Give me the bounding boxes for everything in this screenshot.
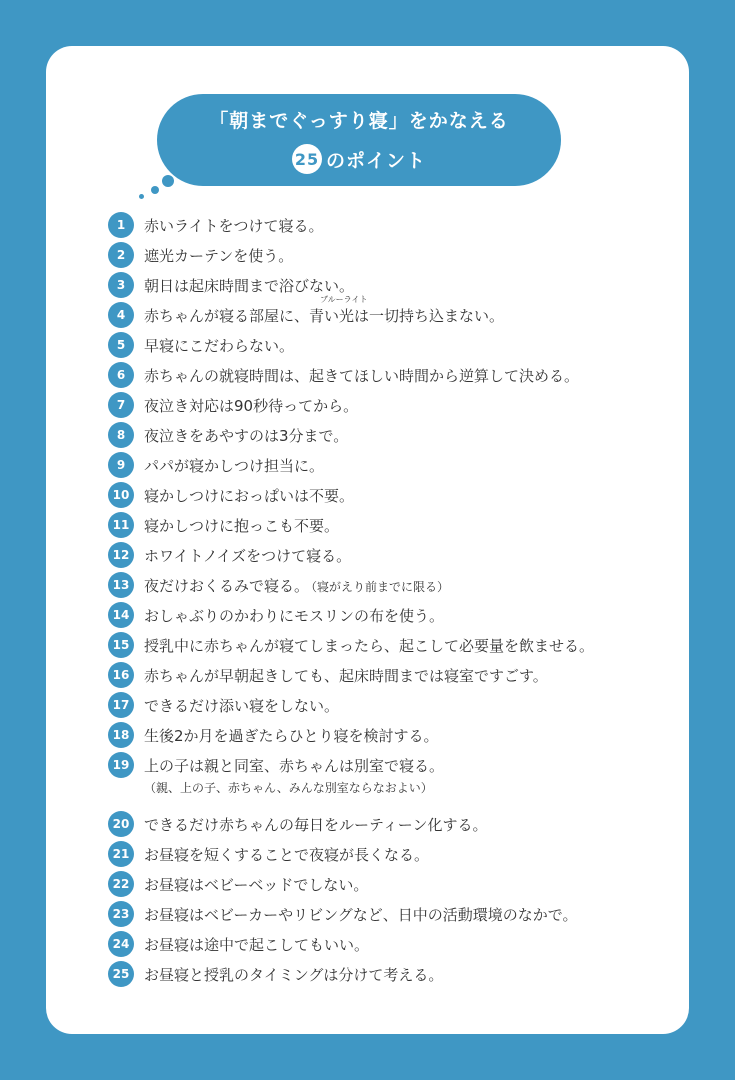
item-text: パパが寝かしつけ担当に。: [144, 456, 325, 475]
list-item: [108, 632, 594, 658]
item-number-badge: 14: [108, 602, 134, 628]
item-number-badge: 15: [108, 632, 134, 658]
list-item: [108, 422, 348, 448]
list-item: [108, 212, 324, 238]
item-number-badge: 25: [108, 961, 134, 987]
list-item: [108, 542, 351, 568]
list-item: [108, 362, 579, 388]
list-item: [108, 602, 444, 628]
list-item: [108, 272, 354, 298]
item-number-badge: 18: [108, 722, 134, 748]
bubble-dot: [162, 175, 174, 187]
list-item: [108, 482, 354, 508]
list-item: [108, 901, 578, 927]
title-line-1: 「朝までぐっすり寝」をかなえる: [209, 110, 509, 132]
list-item: [108, 294, 505, 328]
item-text: お昼寝は途中で起こしてもいい。: [144, 935, 370, 954]
item-subnote: （親、上の子、赤ちゃん、みんな別室ならなおよい）: [144, 781, 433, 795]
item-text: 夜泣き対応は90秒待ってから。: [144, 396, 359, 415]
item-number-badge: 1: [108, 212, 134, 238]
item-number-badge: 9: [108, 452, 134, 478]
list-item: [108, 871, 368, 897]
list-item: [108, 242, 293, 268]
item-number-badge: 11: [108, 512, 134, 538]
item-number-badge: 10: [108, 482, 134, 508]
title-line-2-text: のポイント: [325, 149, 426, 172]
item-text: できるだけ赤ちゃんの毎日をルーティーン化する。: [144, 815, 488, 834]
item-text: できるだけ添い寝をしない。: [144, 696, 340, 715]
item-text: 赤ちゃんが寝る部屋に、青い光は一切持ち込まない。: [144, 306, 505, 325]
item-text: 遮光カーテンを使う。: [144, 246, 294, 265]
item-number-badge: 19: [108, 752, 134, 778]
list-item: [108, 452, 324, 478]
list-item: [108, 722, 439, 748]
item-text: 朝日は起床時間まで浴びない。: [144, 276, 355, 295]
list-item: [108, 392, 358, 418]
item-number-badge: 2: [108, 242, 134, 268]
list-item: [108, 332, 294, 358]
item-number-badge: 5: [108, 332, 134, 358]
list-item: [108, 811, 488, 837]
item-number-badge: 4: [108, 302, 134, 328]
item-number-badge: 24: [108, 931, 134, 957]
item-number-badge: 16: [108, 662, 134, 688]
item-text: 生後2か月を過ぎたらひとり寝を検討する。: [144, 726, 439, 745]
item-text: お昼寝はベビーカーやリビングなど、日中の活動環境のなかで。: [144, 905, 578, 924]
list-item: [108, 512, 339, 538]
item-number-badge: 13: [108, 572, 134, 598]
item-number-badge: 17: [108, 692, 134, 718]
item-text: お昼寝はベビーベッドでしない。: [144, 875, 369, 894]
list-item: [108, 841, 429, 867]
item-number-badge: 6: [108, 362, 134, 388]
item-note: （寝がえり前までに限る）: [311, 579, 450, 594]
item-number-badge: 23: [108, 901, 134, 927]
item-text: 赤ちゃんの就寝時間は、起きてほしい時間から逆算して決める。: [144, 366, 580, 385]
list-item: [108, 692, 339, 718]
item-text: 寝かしつけに抱っこも不要。: [144, 516, 340, 535]
item-text: 赤いライトをつけて寝る。: [144, 216, 324, 235]
item-number-badge: 3: [108, 272, 134, 298]
list-item: [108, 662, 548, 688]
list-item: [108, 752, 444, 778]
item-number-badge: 7: [108, 392, 134, 418]
item-text: 夜だけおくるみで寝る。: [144, 576, 310, 595]
item-text: 赤ちゃんが早朝起きしても、起床時間までは寝室ですごす。: [144, 666, 548, 685]
item-text: おしゃぶりのかわりにモスリンの布を使う。: [144, 606, 445, 625]
item-number-badge: 21: [108, 841, 134, 867]
item-number-badge: 8: [108, 422, 134, 448]
item-number-badge: 20: [108, 811, 134, 837]
item-text: 夜泣きをあやすのは3分まで。: [144, 426, 349, 445]
bubble-dot: [151, 186, 159, 194]
item-number-badge: 12: [108, 542, 134, 568]
item-number-badge: 22: [108, 871, 134, 897]
item-text: 早寝にこだわらない。: [144, 336, 295, 355]
title-bubble: [157, 94, 561, 186]
title-line-2: [157, 144, 561, 174]
list-item: [108, 572, 449, 598]
item-text: お昼寝と授乳のタイミングは分けて考える。: [144, 965, 444, 984]
bubble-dot: [139, 194, 144, 199]
item-text: 授乳中に赤ちゃんが寝てしまったら、起こして必要量を飲ませる。: [144, 636, 595, 655]
item-text: 上の子は親と同室、赤ちゃんは別室で寝る。: [144, 756, 445, 775]
item-text-wrap: [144, 575, 449, 596]
ruby-annotation: ブルーライト: [320, 294, 368, 304]
count-badge: 25: [292, 144, 322, 174]
list-item: [108, 931, 369, 957]
list-item: [108, 961, 443, 987]
item-text: お昼寝を短くすることで夜寝が長くなる。: [144, 845, 430, 864]
item-text: 寝かしつけにおっぱいは不要。: [144, 486, 355, 505]
item-text-wrap: [144, 294, 505, 326]
item-text: ホワイトノイズをつけて寝る。: [144, 546, 352, 565]
